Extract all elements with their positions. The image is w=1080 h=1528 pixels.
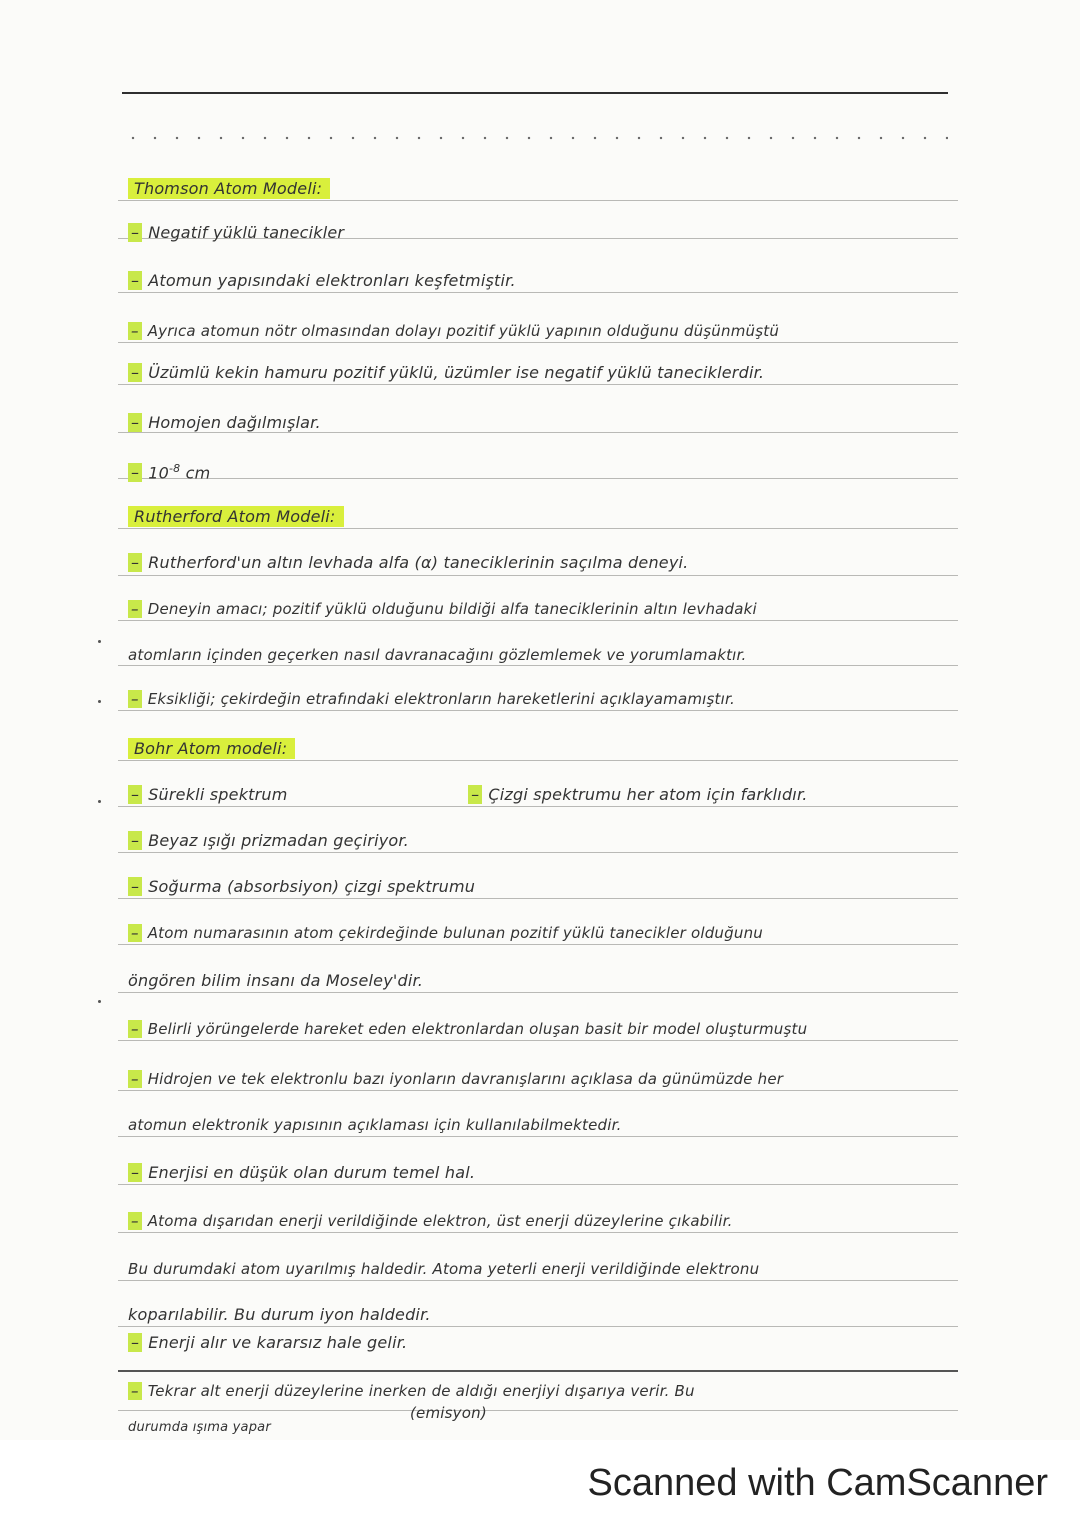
note-line: – Beyaz ışığı prizmadan geçiriyor. xyxy=(128,830,988,852)
bullet-dash: – xyxy=(128,363,142,382)
ruled-line xyxy=(118,575,958,576)
ruled-line xyxy=(118,944,958,945)
ruled-line xyxy=(118,384,958,385)
bullet-dash: – xyxy=(128,600,142,618)
bullet-dash: – xyxy=(468,785,482,804)
note-line: (emisyon) xyxy=(410,1404,487,1422)
note-line: – Enerjisi en düşük olan durum temel hal. xyxy=(128,1162,988,1184)
note-line: – Atom numarasının atom çekirdeğinde bulunan pozitif yüklü tanecikler olduğunu xyxy=(128,922,988,944)
ruled-line xyxy=(118,1370,958,1372)
ruled-line xyxy=(118,1136,958,1137)
camscanner-watermark: Scanned with CamScanner xyxy=(587,1462,1048,1504)
ruled-line xyxy=(118,528,958,529)
ruled-line xyxy=(118,1280,958,1281)
note-line: – Hidrojen ve tek elektronlu bazı iyonların davranışlarını açıklasa da günümüzde her xyxy=(128,1068,988,1090)
bullet-dash: – xyxy=(128,271,142,290)
note-line: Bu durumdaki atom uyarılmış haldedir. Atoma yeterli enerji verildiğinde elektronu xyxy=(128,1260,760,1278)
note-line: – Atoma dışarıdan enerji verildiğinde elektron, üst enerji düzeylerine çıkabilir. xyxy=(128,1210,988,1232)
ruled-line xyxy=(118,1184,958,1185)
bullet-dash: – xyxy=(128,1020,142,1038)
ruled-line xyxy=(118,1326,958,1327)
note-line: koparılabilir. Bu durum iyon haldedir. xyxy=(128,1305,431,1324)
bullet-dash: – xyxy=(128,1333,142,1352)
margin-dot xyxy=(98,1000,101,1003)
note-line: – Üzümlü kekin hamuru pozitif yüklü, üzümler ise negatif yüklü taneciklerdir. xyxy=(128,362,988,384)
ruled-line xyxy=(118,898,958,899)
margin-dot xyxy=(98,800,101,803)
note-line: – Sürekli spektrum – Çizgi spektrumu her atom için farklıdır. xyxy=(128,784,988,806)
note-line: – Belirli yörüngelerde hareket eden elektronlardan oluşan basit bir model oluşturmuştu xyxy=(128,1018,988,1040)
ruled-line xyxy=(118,292,958,293)
ruled-line xyxy=(118,760,958,761)
ruled-line xyxy=(118,1232,958,1233)
bullet-dash: – xyxy=(128,1163,142,1182)
note-line: – Negatif yüklü tanecikler xyxy=(128,222,988,244)
bullet-dash: – xyxy=(128,785,142,804)
ruled-line xyxy=(118,1040,958,1041)
note-line: – Soğurma (absorbsiyon) çizgi spektrumu xyxy=(128,876,988,898)
bullet-dash: – xyxy=(128,223,142,242)
ruled-line xyxy=(118,620,958,621)
top-rule xyxy=(122,92,948,94)
bullet-dash: – xyxy=(128,877,142,896)
ruled-line xyxy=(118,992,958,993)
section-heading xyxy=(128,738,988,760)
note-line: durumda ışıma yapar xyxy=(128,1420,271,1435)
ruled-line xyxy=(118,806,958,807)
bullet-dash: – xyxy=(128,322,142,340)
ruled-line xyxy=(118,852,958,853)
bullet-dash: – xyxy=(128,553,142,572)
margin-dot xyxy=(98,700,101,703)
section-heading xyxy=(128,178,988,200)
note-line: – Atomun yapısındaki elektronları keşfetmiştir. xyxy=(128,270,988,292)
bullet-dash: – xyxy=(128,924,142,942)
margin-dot xyxy=(98,640,101,643)
bullet-dash: – xyxy=(128,463,142,482)
bullet-dash: – xyxy=(128,413,142,432)
note-line: öngören bilim insanı da Moseley'dir. xyxy=(128,971,424,990)
bullet-dash: – xyxy=(128,831,142,850)
note-line: – Deneyin amacı; pozitif yüklü olduğunu bildiği alfa taneciklerinin altın levhadaki xyxy=(128,598,988,620)
bullet-dash: – xyxy=(128,1212,142,1230)
ruled-line xyxy=(118,200,958,201)
note-line: – $10^{-8}$ cm xyxy=(128,458,988,484)
note-line: atomların içinden geçerken nasıl davranacağını gözlemlemek ve yorumlamaktır. xyxy=(128,646,747,664)
note-line: – Rutherford'un altın levhada alfa (α) taneciklerinin saçılma deneyi. xyxy=(128,552,988,574)
ruled-line xyxy=(118,342,958,343)
dotted-rule xyxy=(122,136,948,140)
rutherford-heading: Rutherford Atom Modeli: xyxy=(128,506,344,527)
note-line: – Eksikliği; çekirdeğin etrafındaki elektronların hareketlerini açıklayamamıştır. xyxy=(128,688,988,710)
bohr-heading: Bohr Atom modeli: xyxy=(128,738,295,759)
section-heading xyxy=(128,506,988,528)
bullet-dash: – xyxy=(128,690,142,708)
note-line: – Enerji alır ve kararsız hale gelir. xyxy=(128,1332,988,1354)
note-line: atomun elektronik yapısının açıklaması için kullanılabilmektedir. xyxy=(128,1116,622,1134)
note-line: – Ayrıca atomun nötr olmasından dolayı pozitif yüklü yapının olduğunu düşünmüştü xyxy=(128,320,988,342)
note-line: – Tekrar alt enerji düzeylerine inerken de aldığı enerjiyi dışarıya verir. Bu xyxy=(128,1380,988,1402)
bullet-dash: – xyxy=(128,1070,142,1088)
ruled-line xyxy=(118,710,958,711)
note-line: – Homojen dağılmışlar. xyxy=(128,412,988,434)
bullet-dash: – xyxy=(128,1382,142,1400)
thomson-heading: Thomson Atom Modeli: xyxy=(128,178,330,199)
ruled-line xyxy=(118,1090,958,1091)
